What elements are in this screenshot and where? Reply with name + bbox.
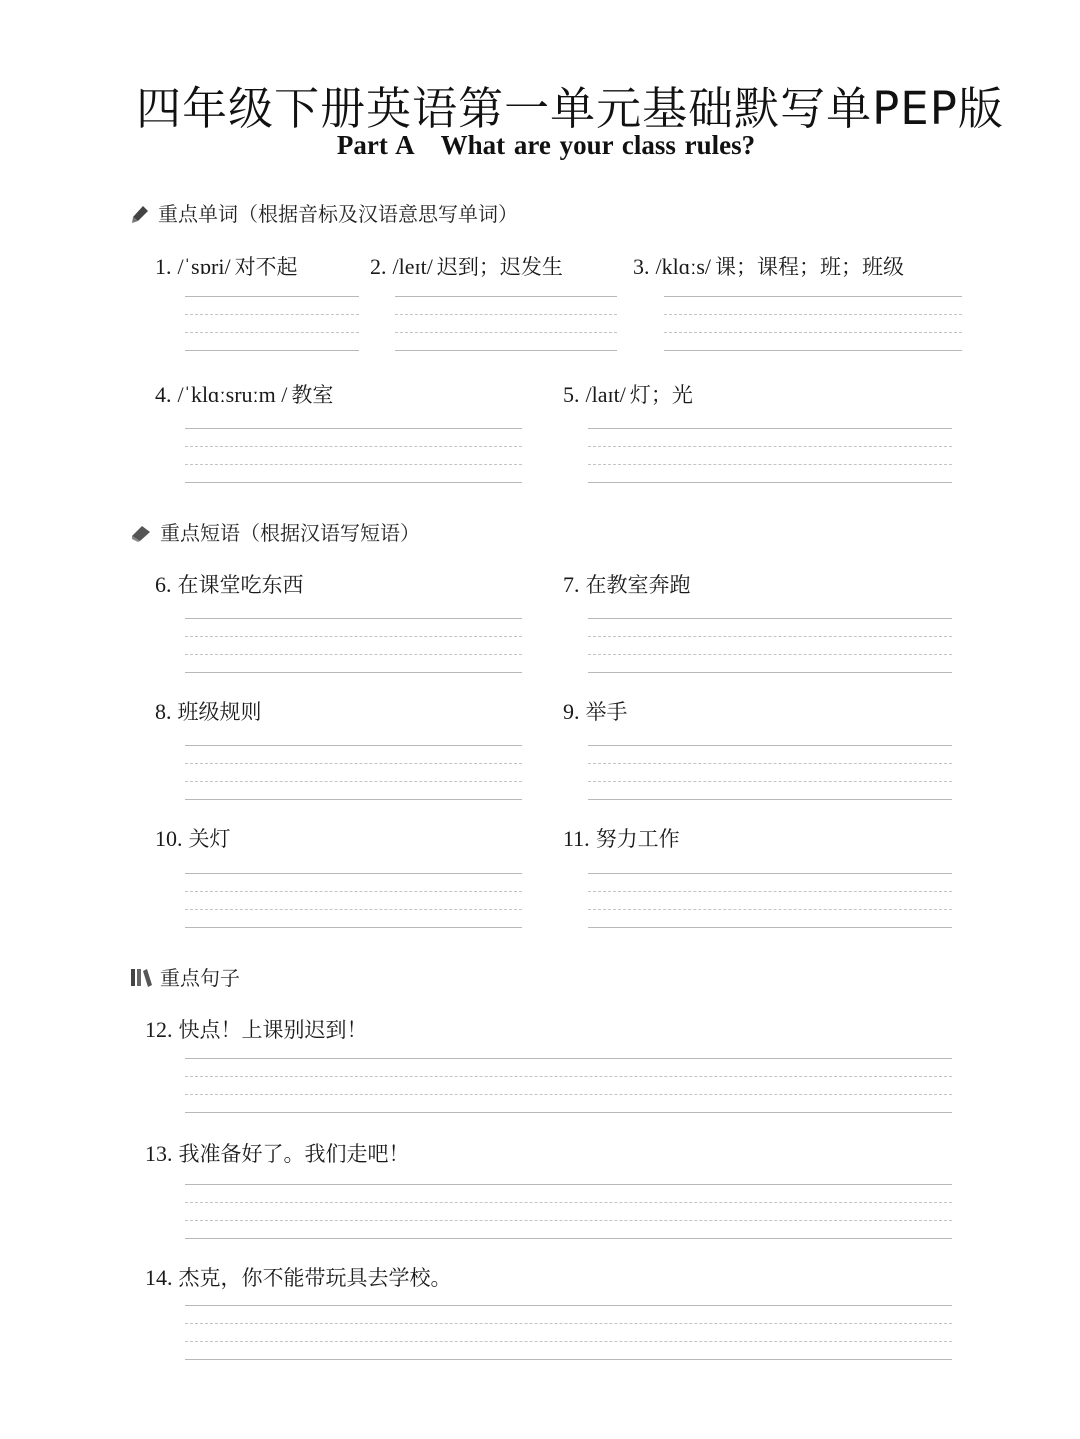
phrase-text: 关灯	[188, 827, 231, 851]
item-number: 11.	[563, 826, 590, 851]
phrase-item-7	[563, 569, 691, 599]
answer-lines-10[interactable]	[185, 873, 522, 931]
phrase-text: 举手	[585, 700, 628, 724]
answer-lines-14[interactable]	[185, 1305, 952, 1363]
phonetic: /ˈsɒri/	[177, 254, 231, 279]
page-title: 四年级下册英语第一单元基础默写单PEP版	[136, 82, 1004, 135]
item-number: 14.	[145, 1265, 173, 1290]
answer-lines-3[interactable]	[664, 296, 962, 354]
answer-lines-9[interactable]	[588, 745, 952, 803]
item-number: 5.	[563, 382, 580, 407]
phrase-item-10	[155, 823, 231, 853]
item-number: 12.	[145, 1017, 173, 1042]
section-sentences-label: 重点句子	[160, 966, 240, 990]
eraser-icon	[130, 521, 154, 543]
meaning: 课；课程；班；班级	[715, 255, 905, 279]
item-number: 13.	[145, 1141, 173, 1166]
item-number: 4.	[155, 382, 172, 407]
section-sentences-header	[130, 962, 240, 991]
sentence-text: 杰克，你不能带玩具去学校。	[178, 1266, 452, 1290]
sentence-item-13	[145, 1138, 410, 1168]
item-number: 2.	[370, 254, 387, 279]
subtitle-question: What are your class rules?	[440, 130, 756, 160]
item-number: 7.	[563, 572, 580, 597]
item-number: 10.	[155, 826, 183, 851]
phrase-item-8	[155, 696, 262, 726]
answer-lines-11[interactable]	[588, 873, 952, 931]
subtitle-part: Part A	[336, 130, 415, 160]
section-words-label: 重点单词（根据音标及汉语意思写单词）	[158, 202, 518, 226]
phrase-item-6	[155, 569, 304, 599]
answer-lines-1[interactable]	[185, 296, 359, 354]
phrase-item-11	[563, 823, 680, 853]
word-item-1	[155, 251, 298, 281]
word-item-3	[633, 251, 904, 281]
meaning: 对不起	[234, 255, 298, 279]
item-number: 8.	[155, 699, 172, 724]
phrase-text: 班级规则	[177, 700, 262, 724]
answer-lines-7[interactable]	[588, 618, 952, 676]
answer-lines-13[interactable]	[185, 1184, 952, 1242]
answer-lines-5[interactable]	[588, 428, 952, 486]
page-subtitle	[0, 130, 1080, 161]
answer-lines-2[interactable]	[395, 296, 617, 354]
sentence-item-12	[145, 1014, 368, 1044]
phrase-text: 在教室奔跑	[585, 573, 691, 597]
phonetic: /ˈklɑːsruːm /	[177, 382, 288, 407]
sentence-text: 我准备好了。我们走吧！	[178, 1142, 410, 1166]
pencil-icon	[130, 202, 152, 224]
meaning: 灯；光	[629, 383, 693, 407]
item-number: 3.	[633, 254, 650, 279]
sentence-text: 快点！上课别迟到！	[178, 1018, 368, 1042]
phonetic: /klɑːs/	[655, 254, 712, 279]
word-item-4	[155, 379, 333, 409]
item-number: 1.	[155, 254, 172, 279]
answer-lines-12[interactable]	[185, 1058, 952, 1116]
answer-lines-6[interactable]	[185, 618, 522, 676]
phonetic: /leɪt/	[392, 254, 433, 279]
section-phrases-label: 重点短语（根据汉语写短语）	[160, 521, 420, 545]
word-item-2	[370, 251, 563, 281]
phonetic: /laɪt/	[585, 382, 626, 407]
sentence-item-14	[145, 1262, 452, 1292]
phrase-item-9	[563, 696, 628, 726]
item-number: 9.	[563, 699, 580, 724]
books-icon	[130, 966, 154, 988]
word-item-5	[563, 379, 693, 409]
phrase-text: 在课堂吃东西	[177, 573, 304, 597]
phrase-text: 努力工作	[595, 827, 680, 851]
section-phrases-header	[130, 517, 420, 546]
section-words-header	[130, 198, 518, 227]
answer-lines-4[interactable]	[185, 428, 522, 486]
answer-lines-8[interactable]	[185, 745, 522, 803]
meaning: 迟到；迟发生	[436, 255, 563, 279]
item-number: 6.	[155, 572, 172, 597]
meaning: 教室	[291, 383, 334, 407]
